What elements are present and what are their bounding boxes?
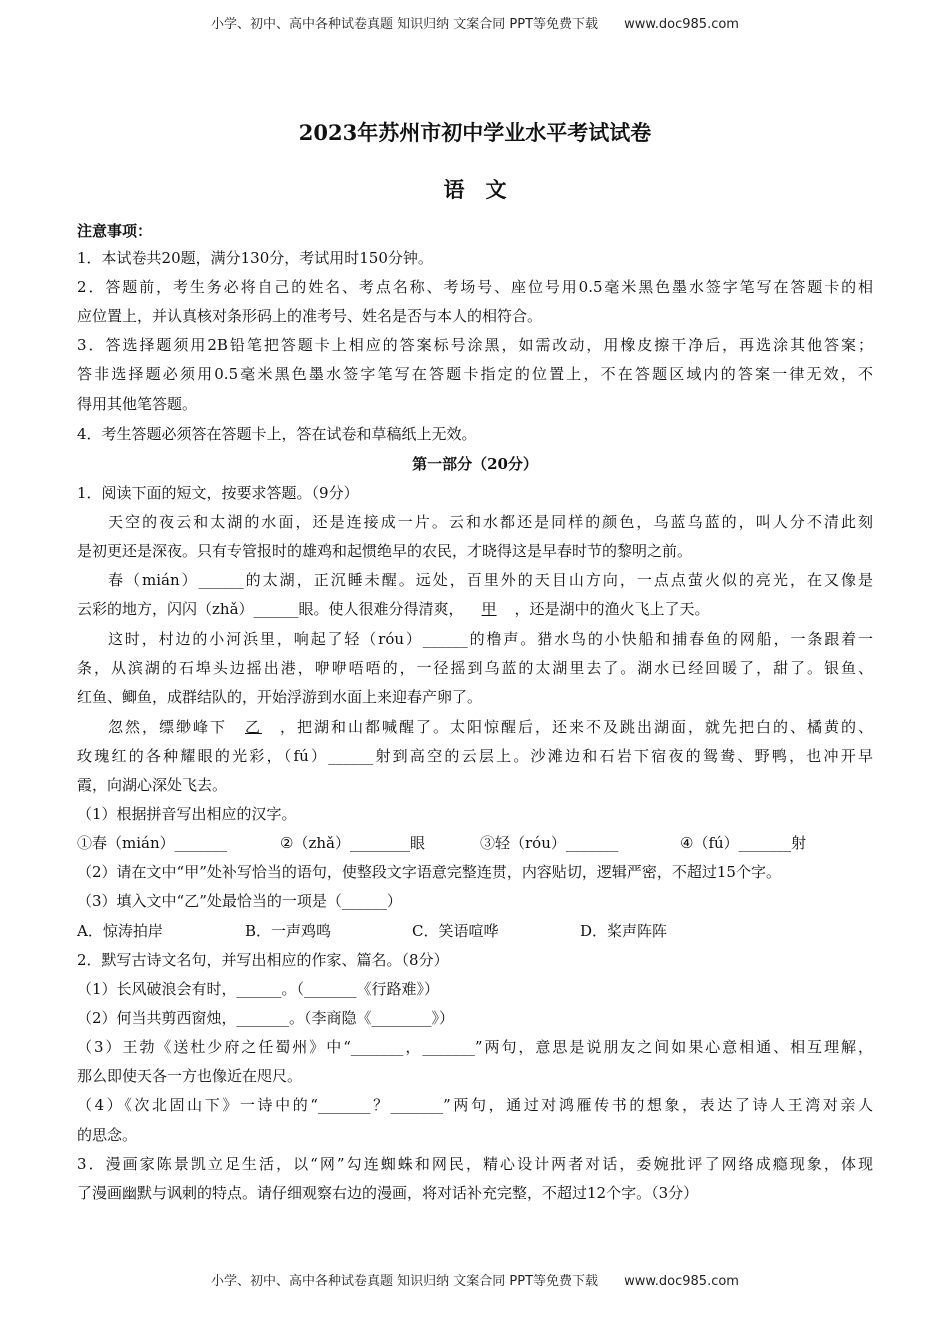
exam-title: 2023年苏州市初中学业水平考试试卷 xyxy=(298,120,652,145)
q2-stem: 2．默写古诗文名句，并写出相应的作家、篇名。（8分） xyxy=(77,951,449,969)
q2-line: 的思念。 xyxy=(77,1126,138,1144)
blank-yi: 乙 xyxy=(245,718,262,736)
q1-sub2: （2）请在文中“甲”处补写恰当的语句，使整段文字语意完整连贯，内容贴切，逻辑严密，不超过15个字。 xyxy=(77,863,781,881)
passage-text: ，还是湖中的渔火飞上了天。 xyxy=(514,600,710,618)
option-c: C．笑语喧哗 xyxy=(412,922,499,940)
q2-line: （3）王勃《送杜少府之任蜀州》中“_______，_______”两句，意思是说朋友之间如果心意相通、相互理解， xyxy=(77,1038,873,1056)
passage-line: 天空的夜云和太湖的水面，还是连接成一片。云和水都还是同样的颜色，乌蓝乌蓝的，叫人分不清此刻 xyxy=(108,513,873,531)
q3-line: 了漫画幽默与讽刺的特点。请仔细观察右边的漫画，将对话补充完整，不超过12个字。（3分） xyxy=(77,1184,699,1202)
pinyin-item: ②（zhǎ）________眼 xyxy=(280,834,425,852)
passage-line: 条，从滨湖的石埠头边摇出港，咿咿唔唔的，一径摇到乌蓝的太湖里去了。湖水已经回暖了，甜了。银鱼、 xyxy=(77,659,873,677)
passage-line: 这时，村边的小河浜里，响起了轻（róu）______的橹声。猎水鸟的小快船和捕春鱼的网船，一条跟着一 xyxy=(108,630,873,648)
footer-text: 小学、初中、高中各种试卷真题 知识归纳 文案合同 PPT等免费下载 xyxy=(211,1274,599,1289)
q2-line: （1）长风破浪会有时，______。（_______《行路难》） xyxy=(77,980,440,998)
notice-line: 2．答题前，考生务必将自己的姓名、考点名称、考场号、座位号用0.5毫米黑色墨水签字笔写在答题卡的相 xyxy=(77,278,873,296)
notice-line: 应位置上，并认真核对条形码上的准考号、姓名是否与本人的相符合。 xyxy=(77,307,543,325)
notice-line: 1．本试卷共20题，满分130分，考试用时150分钟。 xyxy=(77,249,433,267)
page-footer xyxy=(0,1270,950,1289)
passage-text: 忽然，缥缈峰下 xyxy=(108,718,227,736)
passage-line xyxy=(77,717,873,737)
notice-line: 答非选择题必须用0.5毫米黑色墨水签字笔写在答题卡指定的位置上，不在答题区域内的答案一律无效，不 xyxy=(77,365,873,383)
subject-title: 语 文 xyxy=(443,177,507,202)
q1-sub1: （1）根据拼音写出相应的汉字。 xyxy=(77,805,297,823)
passage-line: 春（mián）______的太湖，正沉睡未醒。远处，百里外的天目山方向，一点点萤火似的亮光，在又像是 xyxy=(108,571,873,589)
header-site: www.doc985.com xyxy=(624,17,739,32)
header-text: 小学、初中、高中各种试卷真题 知识归纳 文案合同 PPT等免费下载 xyxy=(211,17,599,32)
blank-jia: 甲 xyxy=(481,600,497,618)
notice-line: 得用其他笔答题。 xyxy=(77,395,198,413)
option-a: A．惊涛拍岸 xyxy=(77,922,163,940)
notice-line: 3．答选择题须用2B铅笔把答题卡上相应的答案标号涂黑，如需改动，用橡皮擦干净后，再选涂其他答案； xyxy=(77,336,873,354)
q3-line: 3．漫画家陈景凯立足生活，以“网”勾连蜘蛛和网民，精心设计两者对话，委婉批评了网络成瘾现象，体现 xyxy=(77,1155,873,1173)
passage-line: 霞，向湖心深处飞去。 xyxy=(77,776,228,794)
passage-text: 云彩的地方，闪闪（zhǎ）______眼。使人很难分得清爽， xyxy=(77,600,464,618)
notice-heading: 注意事项： xyxy=(77,222,153,240)
pinyin-item: ④（fú）_______射 xyxy=(680,834,807,852)
q1-sub3: （3）填入文中“乙”处最恰当的一项是（______） xyxy=(77,892,402,910)
passage-line: 红鱼、鲫鱼，成群结队的，开始浮游到水面上来迎春产卵了。 xyxy=(77,688,483,706)
option-d: D．桨声阵阵 xyxy=(580,922,668,940)
passage-line: 玫瑰红的各种耀眼的光彩，（fú）______射到高空的云层上。沙滩边和石岩下宿夜的鸳鸯、野鸭，也冲开早 xyxy=(77,747,873,765)
passage-line: 是初更还是深夜。只有专管报时的雄鸡和起惯绝早的农民，才晓得这是早春时节的黎明之前。 xyxy=(77,542,693,560)
passage-text: ，把湖和山都喊醒了。太阳惊醒后，还来不及跳出湖面，就先把白的、橘黄的、 xyxy=(280,718,873,736)
pinyin-item: ①春（mián）_______ xyxy=(77,834,228,852)
option-b: B．一声鸡鸣 xyxy=(245,922,332,940)
notice-line: 4．考生答题必须答在答题卡上，答在试卷和草稿纸上无效。 xyxy=(77,425,477,443)
q2-line: 那么即使天各一方也像近在咫尺。 xyxy=(77,1067,303,1085)
q2-line: （2）何当共剪西窗烛，_______。（李商隐《________》） xyxy=(77,1009,455,1027)
pinyin-item: ③轻（róu）_______ xyxy=(480,834,619,852)
page-header xyxy=(0,13,950,32)
footer-site: www.doc985.com xyxy=(624,1274,739,1289)
q1-stem: 1．阅读下面的短文，按要求答题。（9分） xyxy=(77,484,359,502)
part1-heading: 第一部分（20分） xyxy=(412,455,538,473)
q2-line: （4）《次北固山下》一诗中的“_______？_______”两句，通过对鸿雁传书的想象，表达了诗人王湾对亲人 xyxy=(77,1096,873,1114)
passage-line xyxy=(77,599,873,619)
